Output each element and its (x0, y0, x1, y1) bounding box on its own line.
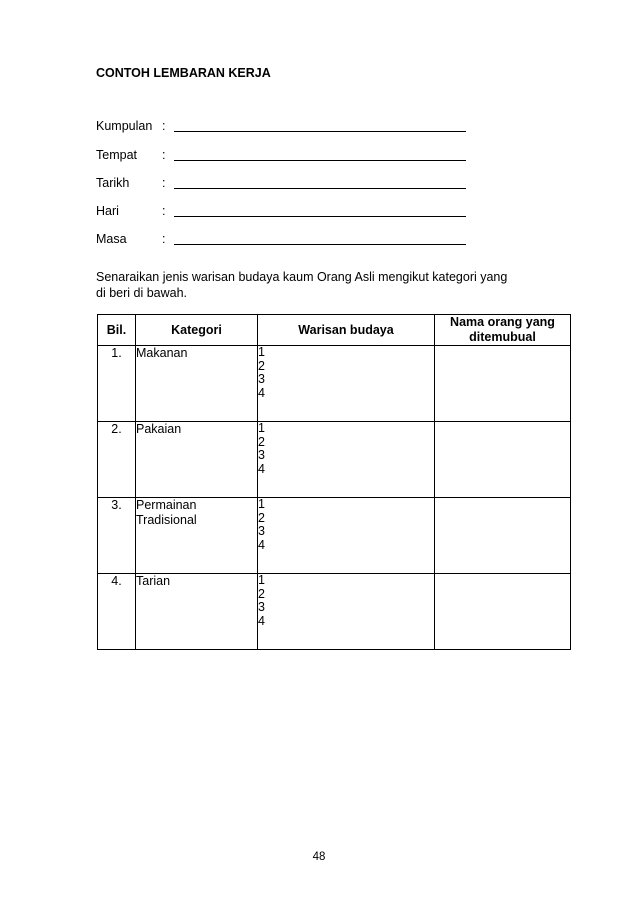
fill-in-line[interactable] (174, 216, 466, 217)
header-kategori: Kategori (136, 315, 258, 346)
field-hari (96, 204, 496, 220)
cell-nama[interactable] (435, 574, 571, 650)
cell-bil: 4. (98, 574, 136, 650)
item-number: 4 (258, 461, 265, 476)
cell-bil: 3. (98, 498, 136, 574)
cell-bil: 1. (98, 346, 136, 422)
kategori-line: Makanan (136, 346, 188, 360)
field-kumpulan (96, 119, 496, 135)
field-tempat (96, 148, 496, 164)
instruction-text (96, 269, 556, 301)
kategori-line: Tradisional (136, 513, 197, 527)
field-label: Hari (96, 204, 119, 218)
item-number: 3 (258, 524, 265, 538)
item-number: 3 (258, 448, 265, 462)
fill-in-line[interactable] (174, 131, 466, 132)
item-number: 4 (258, 613, 265, 628)
field-label: Masa (96, 232, 127, 246)
table-row (98, 422, 571, 498)
kategori-line: Pakaian (136, 422, 182, 436)
page-number: 48 (312, 851, 326, 863)
table-header-row (98, 315, 571, 346)
instruction-line: di beri di bawah. (96, 286, 188, 300)
fill-in-line[interactable] (174, 188, 466, 189)
field-separator: : (162, 119, 166, 133)
cell-nama[interactable] (435, 422, 571, 498)
item-number: 1 (258, 497, 265, 511)
cell-kategori (136, 574, 258, 650)
header-bil: Bil. (98, 315, 136, 346)
field-separator: : (162, 232, 166, 246)
field-separator: : (162, 176, 166, 190)
header-warisan-budaya: Warisan budaya (258, 315, 435, 346)
table-row (98, 346, 571, 422)
item-number: 2 (258, 586, 265, 601)
kategori-line: Tarian (136, 574, 171, 588)
field-masa (96, 232, 496, 248)
header-nama-orang (435, 315, 571, 346)
field-label: Tempat (96, 148, 137, 162)
fill-in-line[interactable] (174, 160, 466, 161)
field-tarikh (96, 176, 496, 192)
cell-kategori (136, 346, 258, 422)
instruction-line: Senaraikan jenis warisan budaya kaum Orang Asli mengikut kategori yang (96, 270, 508, 284)
worksheet-title: CONTOH LEMBARAN KERJA (96, 66, 271, 80)
fill-in-line[interactable] (174, 244, 466, 245)
kategori-line: Permainan (136, 498, 197, 512)
table-row (98, 498, 571, 574)
header-line: Nama orang yang (450, 315, 555, 329)
item-number: 4 (258, 385, 265, 400)
cell-nama[interactable] (435, 498, 571, 574)
item-number: 1 (258, 573, 265, 587)
field-separator: : (162, 204, 166, 218)
item-number: 3 (258, 372, 265, 386)
field-label: Tarikh (96, 176, 130, 190)
cell-nama[interactable] (435, 346, 571, 422)
table-row (98, 574, 571, 650)
item-number: 1 (258, 345, 265, 359)
item-number: 3 (258, 600, 265, 614)
cell-warisan[interactable] (258, 498, 435, 574)
cell-warisan[interactable] (258, 422, 435, 498)
header-line: ditemubual (469, 330, 536, 344)
item-number: 1 (258, 421, 265, 435)
item-number: 2 (258, 510, 265, 525)
cell-warisan[interactable] (258, 574, 435, 650)
cell-kategori (136, 422, 258, 498)
worksheet-table (97, 314, 571, 650)
cell-kategori (136, 498, 258, 574)
item-number: 2 (258, 358, 265, 373)
item-number: 4 (258, 537, 265, 552)
field-separator: : (162, 148, 166, 162)
item-number: 2 (258, 434, 265, 449)
field-label: Kumpulan (96, 119, 153, 133)
cell-bil: 2. (98, 422, 136, 498)
cell-warisan[interactable] (258, 346, 435, 422)
